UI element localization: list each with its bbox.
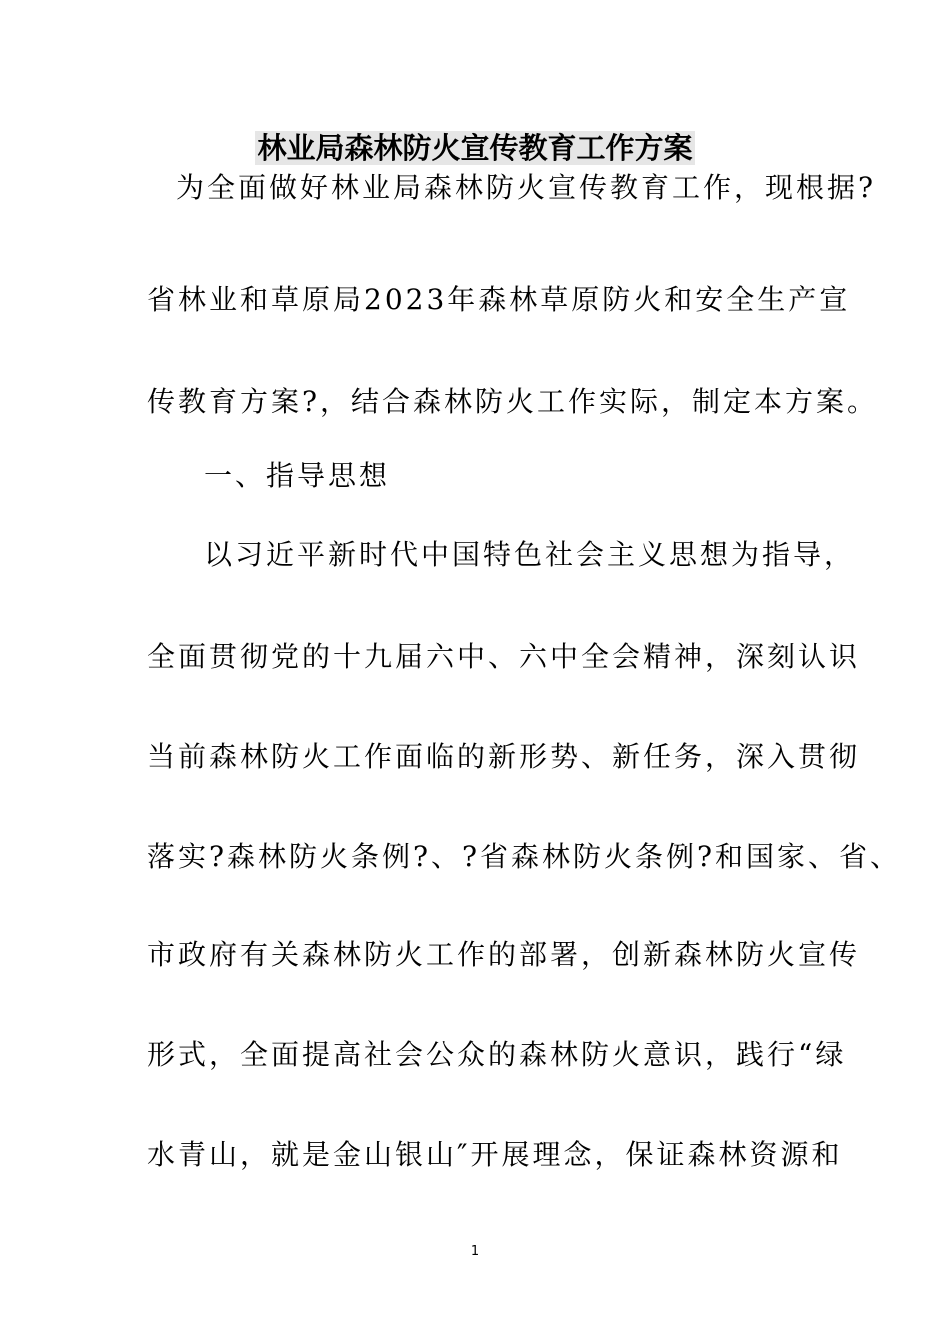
- paragraph-line-3: 传教育方案?，结合森林防火工作实际，制定本方案。: [147, 385, 879, 418]
- paragraph-line-7: 当前森林防火工作面临的新形势、新任务，深入贯彻: [147, 740, 861, 773]
- paragraph-line-10: 形式，全面提高社会公众的森林防火意识，践行“绿: [147, 1038, 847, 1071]
- section-heading: 一、指导思想: [204, 459, 391, 492]
- document-title-text: 林业局森林防火宣传教育工作方案: [257, 131, 693, 165]
- paragraph-line-5: 以习近平新时代中国特色社会主义思想为指导，: [204, 538, 856, 571]
- paragraph-line-6: 全面贯彻党的十九届六中、六中全会精神，深刻认识: [147, 640, 861, 673]
- paragraph-line-1: 为全面做好林业局森林防火宣传教育工作，现根据?: [176, 171, 877, 204]
- paragraph-line-9: 市政府有关森林防火工作的部署，创新森林防火宣传: [147, 938, 861, 971]
- paragraph-line-8: 落实?森林防火条例?、?省森林防火条例?和国家、省、: [147, 840, 902, 873]
- paragraph-line-11: 水青山，就是金山银山″开展理念，保证森林资源和: [147, 1138, 843, 1171]
- document-title: [0, 128, 950, 168]
- page-number: 1: [470, 1244, 480, 1259]
- paragraph-line-2: 省林业和草原局2023年森林草原防火和安全生产宣: [147, 283, 851, 316]
